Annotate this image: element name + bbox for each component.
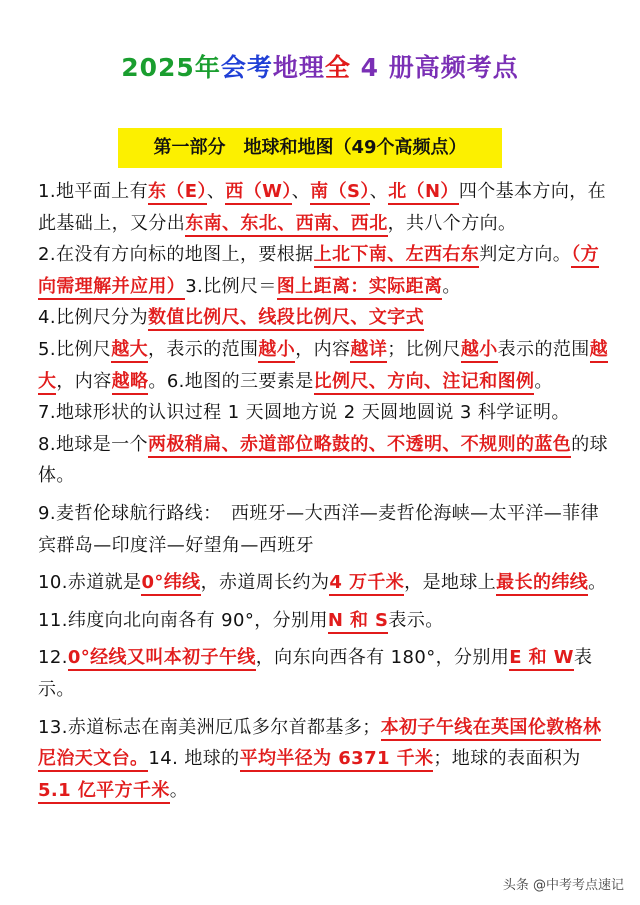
text: 1.地平面上有 [38, 181, 148, 202]
highlight: 越大 [111, 339, 148, 363]
text: 。6.地图的三要素是 [148, 370, 314, 392]
text: 表示的范围 [497, 338, 590, 360]
paragraph-2 [38, 239, 612, 302]
page-title [0, 48, 640, 84]
text: 12. [38, 647, 68, 669]
highlight: 越略 [112, 371, 149, 395]
title-dili: 地理 [272, 53, 325, 82]
highlight: 越小 [258, 339, 295, 363]
highlight: N 和 S [328, 610, 389, 634]
text: 9.麦哲伦球航行路线： 西班牙—大西洋—麦哲伦海峡—太平洋—菲律宾群岛—印度洋—好望角—西班牙 [38, 502, 599, 556]
text: 4.比例尺分为 [38, 307, 148, 329]
highlight: 本初子午线在英国伦敦格林尼治天文台。 [38, 717, 601, 773]
text: 8.地球是一个 [38, 433, 148, 455]
text: 。 [534, 370, 553, 392]
highlight: 平均半径为 6371 千米 [240, 748, 434, 772]
title-year: 2025 [121, 53, 195, 82]
paragraph-7 [38, 498, 612, 561]
text: ，内容 [56, 370, 112, 392]
paragraph-9 [38, 605, 612, 637]
text: ；地球的表面积为 [433, 748, 581, 770]
text: 13.赤道标志在南美洲厄瓜多尔首都基多； [38, 716, 381, 738]
paragraph-4 [38, 334, 612, 397]
highlight: 北（N） [388, 181, 459, 205]
highlight: 4 万千米 [329, 572, 404, 596]
title-huikao: 会考 [220, 53, 273, 82]
text: 10.赤道就是 [38, 572, 142, 594]
text: 表示。 [388, 609, 444, 631]
text: 7.地球形状的认识过程 1 天圆地方说 2 天圆地圆说 3 科学证明。 [38, 402, 570, 424]
paragraph-11 [38, 712, 612, 807]
text: ，赤道周长约为 [200, 572, 330, 594]
highlight: 0°纬线 [141, 572, 200, 596]
highlight: 西（W） [225, 181, 291, 205]
text: 四个基本方向，在此基础上，又分出 [38, 181, 607, 234]
highlight: （方向需理解并应用） [38, 244, 599, 300]
text: 判定方向。 [479, 244, 572, 266]
title-nian: 年 [194, 53, 221, 82]
title-gaopin: 高频考点 [414, 53, 519, 82]
text: 3.比例尺＝ [185, 275, 277, 297]
text: 5.比例尺 [38, 338, 112, 360]
text: 的球体。 [38, 433, 608, 487]
text: 、 [206, 181, 226, 202]
highlight: 南（S） [310, 181, 370, 205]
text: ，共八个方向。 [387, 212, 517, 234]
text: 。 [169, 779, 189, 801]
title-four: 4 [360, 53, 380, 82]
text: ，内容 [295, 338, 351, 360]
text: 14. 地球的 [148, 748, 240, 770]
title-quan: 全 [324, 53, 351, 82]
title-ce: 册 [388, 53, 415, 82]
text: ，是地球上 [404, 572, 497, 594]
paragraph-5 [38, 397, 612, 429]
paragraph-1 [38, 176, 612, 239]
content-body [38, 176, 612, 806]
highlight: 越小 [461, 339, 498, 363]
text: ，表示的范围 [148, 338, 259, 360]
watermark: 头条 @中考考点速记 [502, 878, 624, 893]
highlight: 数值比例尺、线段比例尺、文字式 [148, 307, 424, 331]
highlight: 越大 [38, 339, 608, 395]
highlight: 图上距离：实际距离 [277, 276, 443, 300]
section-heading: 第一部分 地球和地图（49个高频点） [118, 128, 502, 168]
paragraph-8 [38, 567, 612, 599]
highlight: 越详 [350, 339, 387, 363]
text: 、 [291, 181, 311, 202]
highlight: 5.1 亿平方千米 [38, 780, 170, 804]
highlight: 东（E） [148, 181, 207, 205]
text: 11.纬度向北向南各有 90°，分别用 [38, 609, 328, 631]
highlight: 上北下南、左西右东 [314, 244, 480, 268]
highlight: 比例尺、方向、注记和图例 [314, 371, 535, 395]
text: 2.在没有方向标的地图上，要根据 [38, 244, 314, 266]
paragraph-10 [38, 642, 612, 705]
text: 、 [369, 181, 389, 202]
highlight: 0°经线又叫本初子午线 [68, 647, 256, 671]
text: 。 [442, 275, 461, 297]
highlight: 两极稍扁、赤道部位略鼓的、不透明、不规则的蓝色 [148, 434, 571, 458]
highlight: 最长的纬线 [496, 572, 588, 596]
text: ，向东向西各有 180°，分别用 [255, 647, 510, 669]
text: ；比例尺 [387, 338, 461, 360]
highlight: 东南、东北、西南、西北 [185, 213, 387, 237]
text: 。 [588, 572, 607, 594]
text: 表示。 [38, 647, 593, 700]
paragraph-6 [38, 429, 612, 492]
highlight: E 和 W [509, 647, 574, 671]
paragraph-3 [38, 302, 612, 334]
